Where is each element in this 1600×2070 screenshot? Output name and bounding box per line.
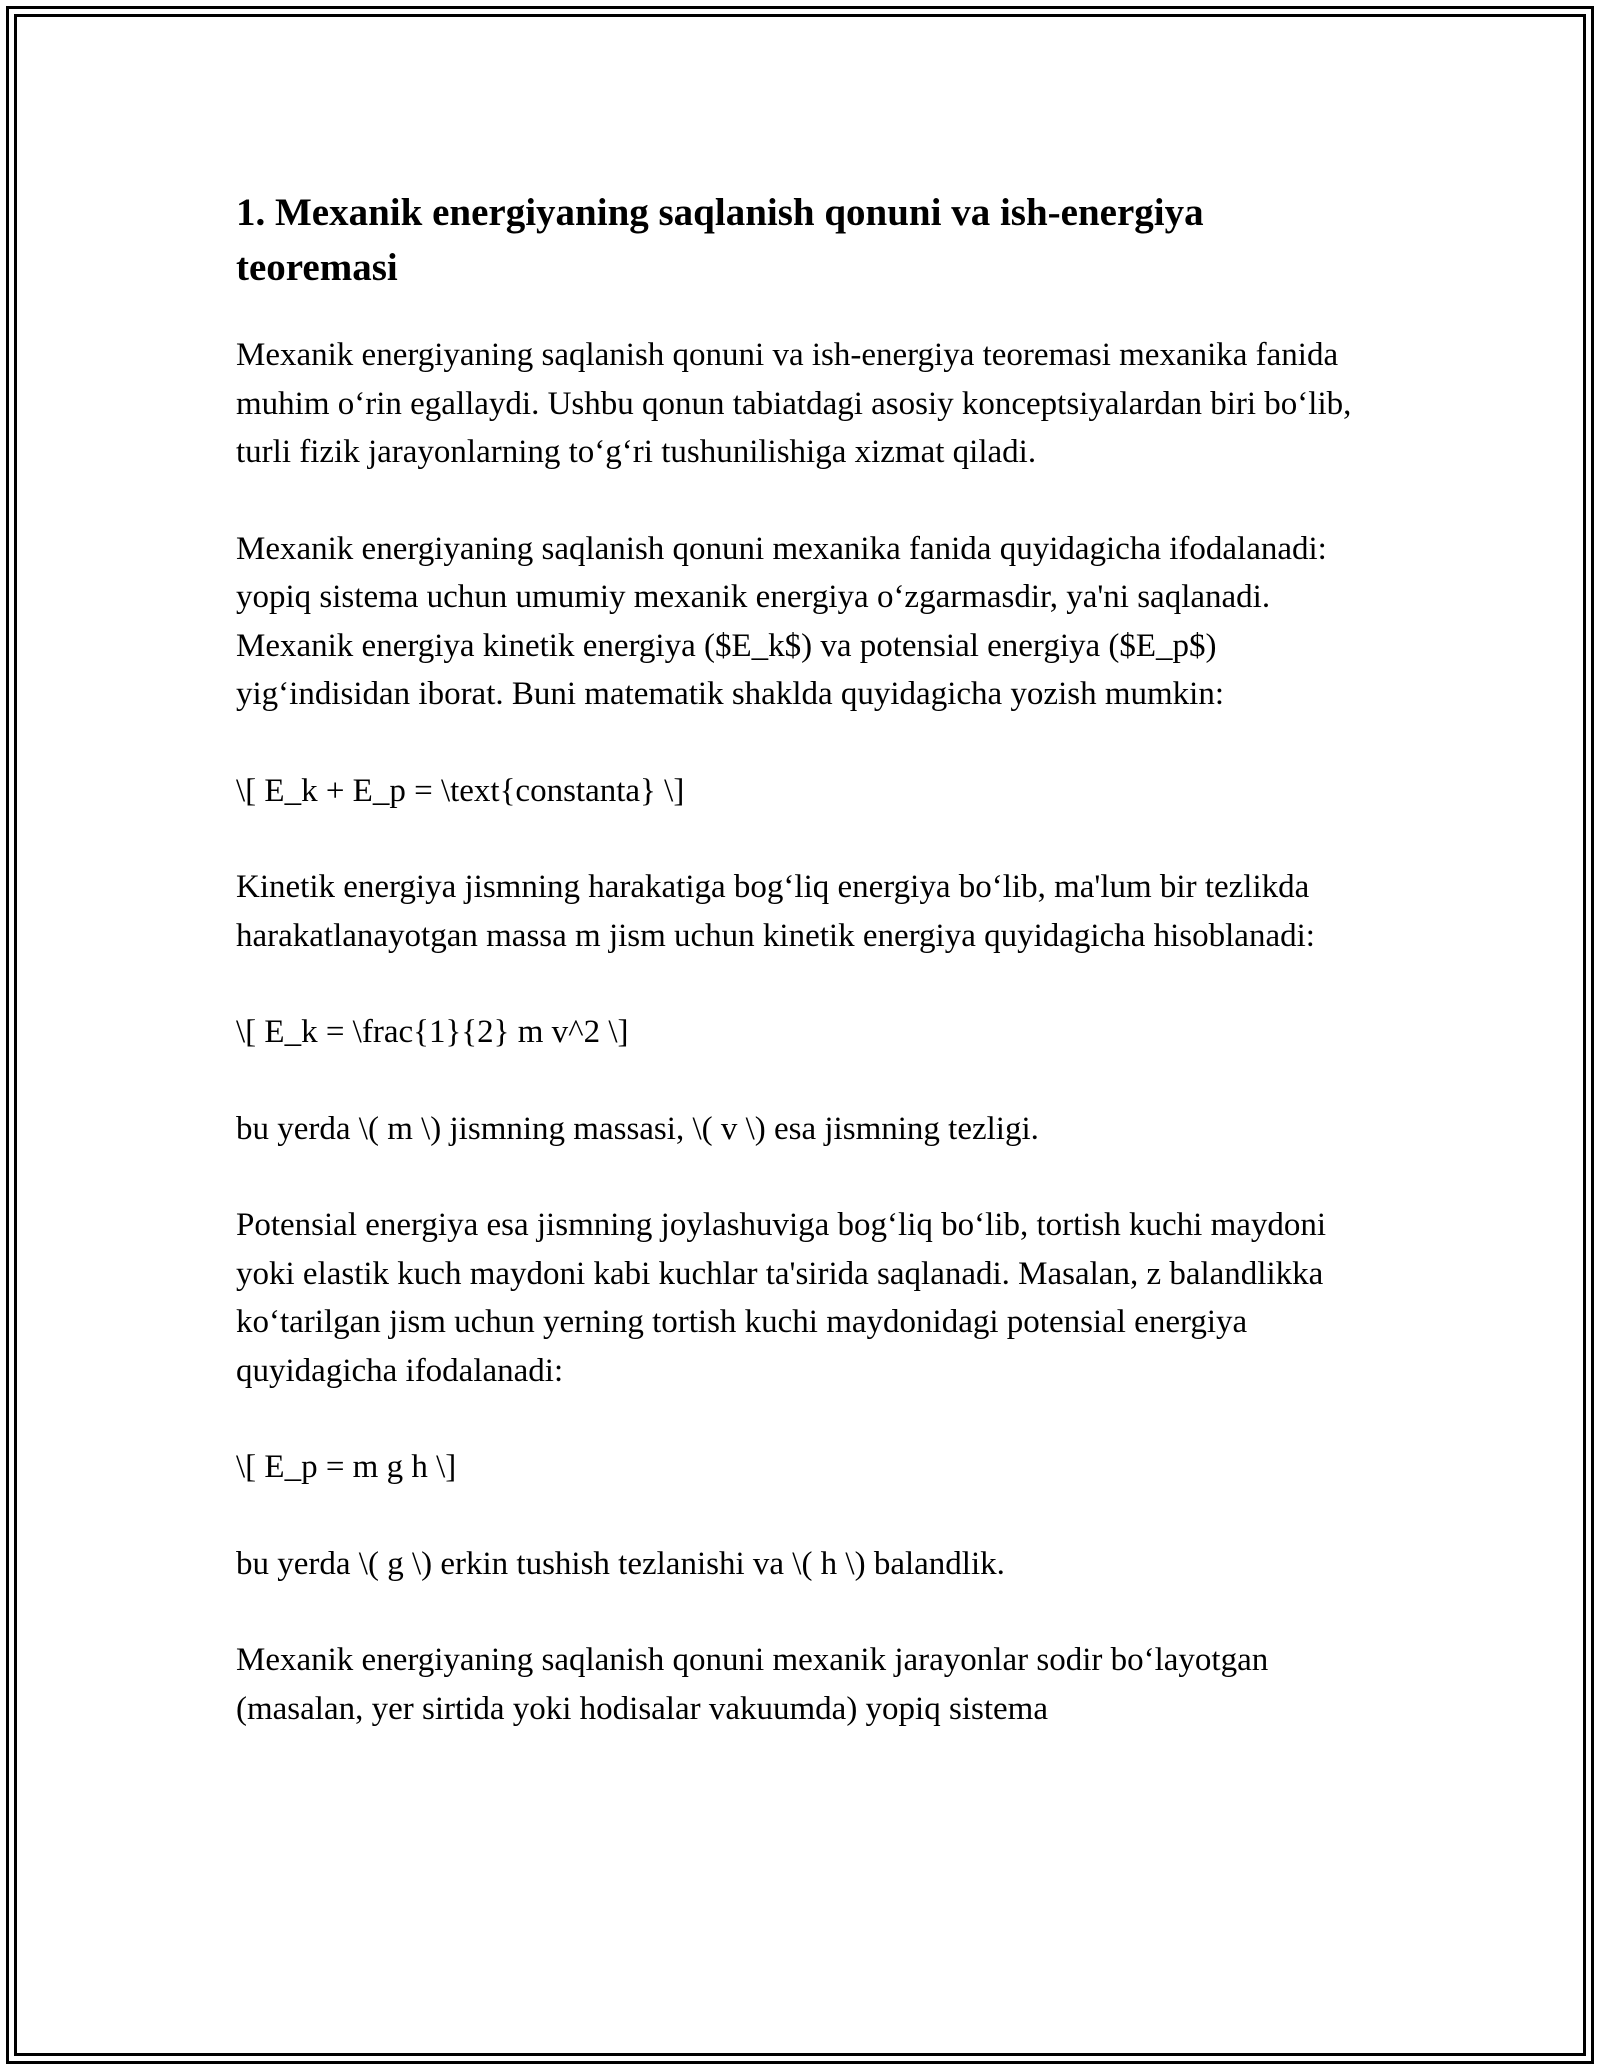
paragraph-closed-system: Mexanik energiyaning saqlanish qonuni mexanik jarayonlar sodir bo‘layotgan (masalan, yer sirtida yoki hodisalar vakuumda) yopiq sistema — [236, 1642, 1269, 1727]
section-heading: 1. Mexanik energiyaning saqlanish qonuni va ish-energiya teoremasi — [236, 191, 1204, 289]
paragraph-kinetic-variables: bu yerda \( m \) jismning massasi, \( v \) esa jismning tezligi. — [236, 1110, 1039, 1147]
document-body — [236, 185, 1366, 1781]
paragraph-potential-energy: Potensial energiya esa jismning joylashuviga bog‘liq bo‘lib, tortish kuchi maydoni yoki elastik kuch maydoni kabi kuchlar ta'sirida saqlanadi. Masalan, z balandlikka ko‘tarilgan jism uchun yerning tortish kuchi maydonidagi potensial energiya quyidagicha ifodalanadi: — [236, 1207, 1327, 1389]
paragraph-intro: Mexanik energiyaning saqlanish qonuni va ish-energiya teoremasi mexanika fanida muhim o‘rin egallaydi. Ushbu qonun tabiatdagi asosiy konceptsiyalardan biri bo‘lib, turli fizik jarayonlarning to‘g‘ri tushunilishiga xizmat qiladi. — [236, 337, 1352, 470]
formula-total-energy: \[ E_k + E_p = \text{constanta} \] — [236, 772, 685, 809]
formula-potential-energy: \[ E_p = m g h \] — [236, 1449, 457, 1485]
formula-kinetic-energy: \[ E_k = \frac{1}{2} m v^2 \] — [236, 1014, 629, 1050]
paragraph-kinetic-energy: Kinetik energiya jismning harakatiga bog‘liq energiya bo‘lib, ma'lum bir tezlikda harakatlanayotgan massa m jism uchun kinetik energiya quyidagicha hisoblanadi: — [236, 869, 1315, 954]
paragraph-potential-variables: bu yerda \( g \) erkin tushish tezlanishi va \( h \) balandlik. — [236, 1545, 1005, 1582]
paragraph-conservation-law: Mexanik energiyaning saqlanish qonuni mexanika fanida quyidagicha ifodalanadi: yopiq sistema uchun umumiy mexanik energiya o‘zgarmasdir, ya'ni saqlanadi. Mexanik energiya kinetik energiya ($E_k$) va potensial energiya ($E_p$) yig‘indisidan iborat. Buni matematik shaklda quyidagicha yozish mumkin: — [236, 530, 1327, 712]
